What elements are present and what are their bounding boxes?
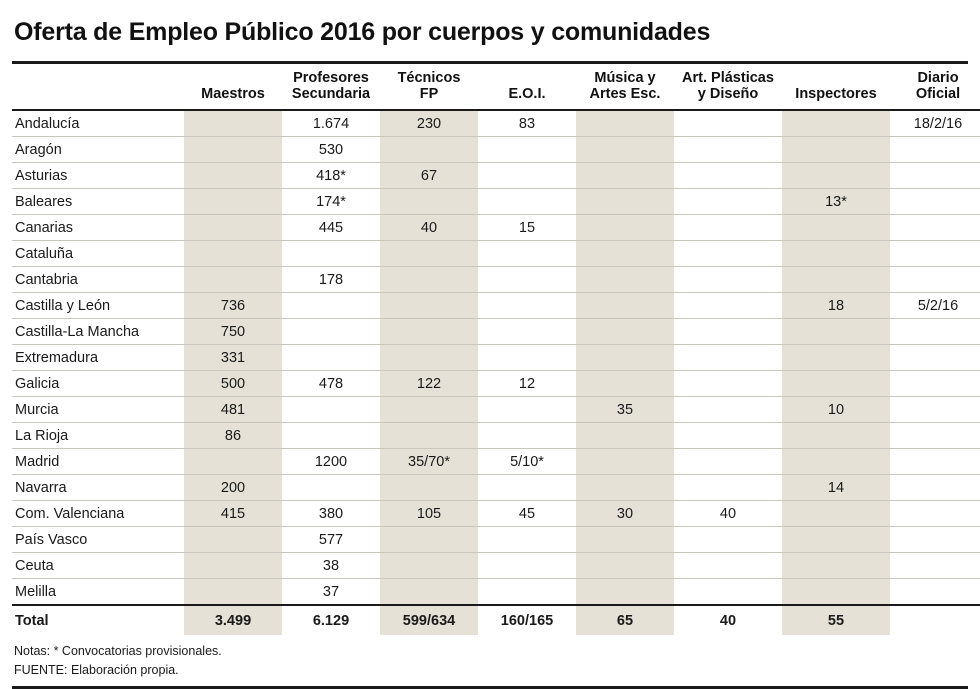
cell-plasticas [674,553,782,579]
table-row [12,110,980,137]
cell-maestros: 86 [184,423,282,449]
header-line-2: Artes Esc. [589,86,661,103]
cell-diario [890,579,980,606]
table-row [12,267,980,293]
table-header [12,64,980,110]
cell-total-eoi: 160/165 [478,605,576,635]
cell-musica [576,293,674,319]
cell-secundaria: 178 [282,267,380,293]
cell-secundaria: 1.674 [282,110,380,137]
cell-fp: 122 [380,371,478,397]
cell-eoi [478,241,576,267]
cell-plasticas [674,189,782,215]
cell-eoi [478,553,576,579]
header-row [12,64,980,110]
cell-secundaria: 478 [282,371,380,397]
cell-eoi: 83 [478,110,576,137]
oferta-empleo-table [12,64,980,635]
cell-diario: 5/2/16 [890,293,980,319]
cell-eoi [478,423,576,449]
cell-fp [380,267,478,293]
cell-diario [890,163,980,189]
cell-region: Navarra [12,475,184,501]
cell-inspectores: 10 [782,397,890,423]
cell-musica [576,319,674,345]
table-row [12,553,980,579]
cell-plasticas [674,579,782,606]
table-row [12,579,980,606]
cell-region: País Vasco [12,527,184,553]
cell-maestros [184,189,282,215]
cell-region: Extremadura [12,345,184,371]
cell-fp: 230 [380,110,478,137]
table-row [12,371,980,397]
header-line-1: Profesores [293,70,369,86]
cell-maestros [184,267,282,293]
cell-maestros: 481 [184,397,282,423]
cell-region: Baleares [12,189,184,215]
cell-fp: 105 [380,501,478,527]
table-row [12,345,980,371]
header-line-1: Inspectores [795,86,877,103]
cell-plasticas [674,397,782,423]
table-row [12,293,980,319]
cell-plasticas [674,267,782,293]
cell-plasticas [674,163,782,189]
cell-inspectores [782,345,890,371]
cell-secundaria: 174* [282,189,380,215]
page-title: Oferta de Empleo Público 2016 por cuerpos y comunidades [14,18,711,46]
cell-maestros: 331 [184,345,282,371]
cell-diario [890,345,980,371]
cell-diario [890,527,980,553]
header-line-1: Técnicos [397,70,461,86]
cell-region: Com. Valenciana [12,501,184,527]
table-row [12,241,980,267]
cell-secundaria: 38 [282,553,380,579]
column-header-maestros [184,64,282,110]
cell-musica [576,345,674,371]
cell-musica: 35 [576,397,674,423]
cell-diario [890,501,980,527]
cell-region: Aragón [12,137,184,163]
cell-fp: 67 [380,163,478,189]
cell-secundaria: 577 [282,527,380,553]
cell-diario [890,449,980,475]
cell-musica [576,423,674,449]
header-line-1: E.O.I. [508,86,546,103]
cell-fp [380,397,478,423]
cell-secundaria: 530 [282,137,380,163]
column-header-musica [576,64,674,110]
cell-diario [890,189,980,215]
header-line-2: Oficial [915,86,961,103]
cell-inspectores: 14 [782,475,890,501]
column-header-plasticas [674,64,782,110]
cell-musica [576,579,674,606]
cell-secundaria [282,345,380,371]
cell-eoi [478,189,576,215]
cell-eoi: 45 [478,501,576,527]
cell-musica [576,137,674,163]
cell-fp [380,345,478,371]
header-line-1: Maestros [201,86,265,103]
cell-diario [890,215,980,241]
cell-maestros [184,527,282,553]
cell-region: Ceuta [12,553,184,579]
cell-eoi [478,293,576,319]
cell-musica: 30 [576,501,674,527]
cell-eoi: 12 [478,371,576,397]
cell-inspectores [782,110,890,137]
column-header-fp [380,64,478,110]
table-row [12,215,980,241]
cell-region: Murcia [12,397,184,423]
cell-diario [890,397,980,423]
cell-plasticas [674,527,782,553]
cell-secundaria: 418* [282,163,380,189]
cell-fp [380,293,478,319]
cell-inspectores [782,241,890,267]
cell-secundaria [282,423,380,449]
cell-maestros [184,137,282,163]
cell-secundaria: 445 [282,215,380,241]
header-line-2: FP [419,86,439,103]
cell-region: La Rioja [12,423,184,449]
cell-eoi [478,267,576,293]
cell-plasticas [674,423,782,449]
column-header-secundaria [282,64,380,110]
cell-inspectores [782,215,890,241]
cell-eoi [478,397,576,423]
cell-inspectores [782,553,890,579]
cell-eoi: 5/10* [478,449,576,475]
cell-total-diario [890,605,980,635]
cell-musica [576,553,674,579]
cell-region: Madrid [12,449,184,475]
cell-maestros: 500 [184,371,282,397]
header-line-1: Art. Plásticas [682,70,774,86]
cell-musica [576,527,674,553]
cell-diario: 18/2/16 [890,110,980,137]
cell-diario [890,137,980,163]
cell-diario [890,423,980,449]
cell-inspectores [782,579,890,606]
table-row [12,449,980,475]
table-row [12,423,980,449]
cell-maestros [184,241,282,267]
cell-region: Asturias [12,163,184,189]
cell-fp [380,579,478,606]
header-line-1: Música y [594,70,656,86]
cell-diario [890,371,980,397]
table-row [12,397,980,423]
cell-region: Total [12,605,184,635]
cell-eoi [478,345,576,371]
cell-region: Canarias [12,215,184,241]
cell-secundaria [282,475,380,501]
cell-inspectores [782,449,890,475]
cell-maestros: 750 [184,319,282,345]
cell-total-secundaria: 6.129 [282,605,380,635]
cell-musica [576,449,674,475]
cell-fp [380,527,478,553]
cell-musica [576,189,674,215]
table-row-total [12,605,980,635]
cell-musica [576,475,674,501]
table-row [12,163,980,189]
cell-region: Melilla [12,579,184,606]
cell-region: Castilla y León [12,293,184,319]
cell-fp [380,475,478,501]
header-line-1: Diario [917,70,959,86]
cell-maestros [184,163,282,189]
cell-total-musica: 65 [576,605,674,635]
cell-secundaria [282,397,380,423]
cell-musica [576,215,674,241]
cell-fp: 35/70* [380,449,478,475]
cell-region: Galicia [12,371,184,397]
cell-musica [576,267,674,293]
cell-total-inspectores: 55 [782,605,890,635]
cell-maestros [184,449,282,475]
cell-inspectores [782,423,890,449]
cell-diario [890,241,980,267]
cell-inspectores: 13* [782,189,890,215]
cell-plasticas [674,371,782,397]
cell-eoi [478,527,576,553]
cell-musica [576,110,674,137]
header-line-2: y Diseño [697,86,759,103]
cell-region: Andalucía [12,110,184,137]
cell-plasticas [674,241,782,267]
cell-plasticas [674,319,782,345]
cell-plasticas [674,475,782,501]
cell-maestros [184,579,282,606]
cell-fp [380,553,478,579]
cell-secundaria [282,293,380,319]
cell-maestros: 415 [184,501,282,527]
column-header-diario [890,64,980,110]
cell-fp [380,241,478,267]
cell-total-plasticas: 40 [674,605,782,635]
table-row [12,189,980,215]
table-row [12,527,980,553]
cell-inspectores [782,371,890,397]
cell-diario [890,319,980,345]
cell-secundaria: 380 [282,501,380,527]
cell-fp [380,137,478,163]
column-header-region [12,64,184,110]
cell-fp [380,189,478,215]
cell-region: Cataluña [12,241,184,267]
cell-eoi [478,319,576,345]
cell-secundaria: 37 [282,579,380,606]
cell-maestros [184,110,282,137]
cell-eoi: 15 [478,215,576,241]
table-row [12,501,980,527]
cell-fp: 40 [380,215,478,241]
cell-plasticas [674,215,782,241]
cell-fp [380,319,478,345]
cell-total-fp: 599/634 [380,605,478,635]
cell-secundaria: 1200 [282,449,380,475]
cell-maestros: 200 [184,475,282,501]
note-provisional: Notas: * Convocatorias provisionales. [14,644,222,659]
table-row [12,319,980,345]
cell-eoi [478,137,576,163]
column-header-eoi [478,64,576,110]
cell-diario [890,475,980,501]
cell-diario [890,267,980,293]
column-header-inspectores [782,64,890,110]
cell-secundaria [282,241,380,267]
cell-total-maestros: 3.499 [184,605,282,635]
cell-plasticas [674,137,782,163]
cell-inspectores [782,137,890,163]
cell-eoi [478,163,576,189]
cell-plasticas [674,110,782,137]
note-source: FUENTE: Elaboración propia. [14,663,179,678]
cell-eoi [478,579,576,606]
cell-inspectores [782,527,890,553]
cell-diario [890,553,980,579]
cell-musica [576,371,674,397]
cell-plasticas: 40 [674,501,782,527]
cell-plasticas [674,345,782,371]
header-line-2: Secundaria [291,86,371,103]
table-row [12,137,980,163]
cell-inspectores [782,163,890,189]
cell-eoi [478,475,576,501]
cell-maestros [184,215,282,241]
cell-region: Castilla-La Mancha [12,319,184,345]
cell-inspectores [782,501,890,527]
cell-inspectores: 18 [782,293,890,319]
cell-musica [576,163,674,189]
table-row [12,475,980,501]
notes-block [12,635,968,680]
cell-fp [380,423,478,449]
cell-maestros [184,553,282,579]
cell-maestros: 736 [184,293,282,319]
table-body [12,110,980,635]
cell-region: Cantabria [12,267,184,293]
cell-secundaria [282,319,380,345]
cell-inspectores [782,267,890,293]
cell-plasticas [674,293,782,319]
cell-plasticas [674,449,782,475]
cell-inspectores [782,319,890,345]
cell-musica [576,241,674,267]
